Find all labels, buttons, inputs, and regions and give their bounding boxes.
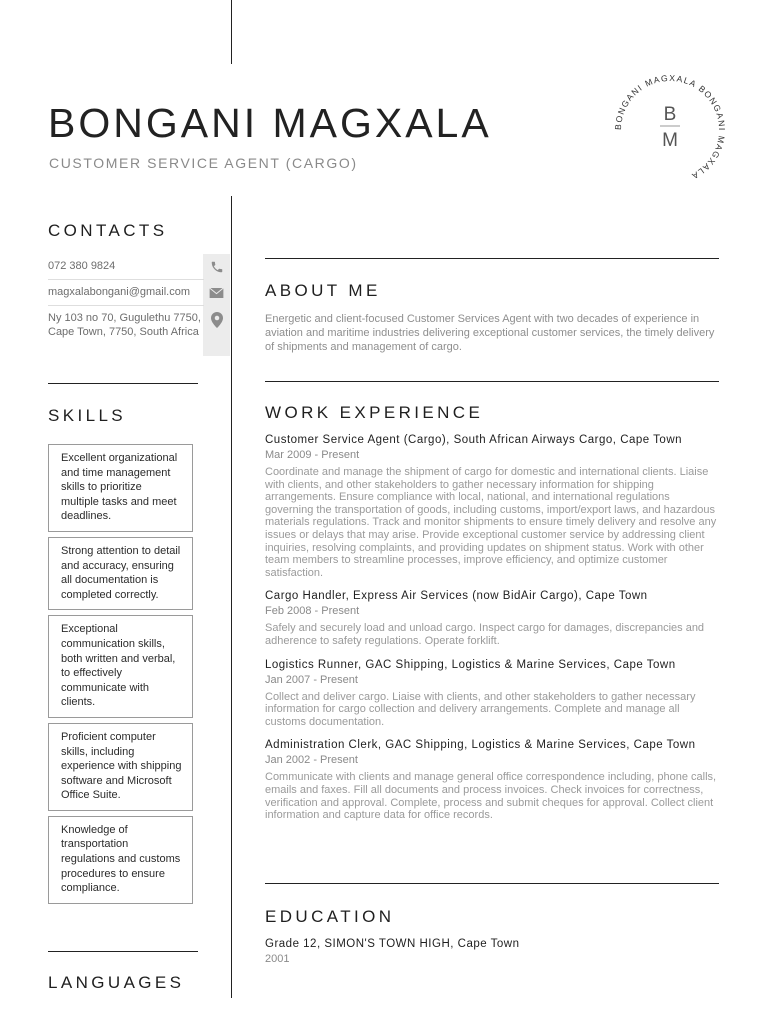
contacts-heading: CONTACTS: [48, 221, 168, 240]
contact-divider: [48, 279, 204, 280]
about-heading: ABOUT ME: [265, 281, 381, 300]
location-pin-icon: [203, 309, 230, 331]
job-description: Safely and securely load and unload cargo. Inspect cargo for damages, discrepancies and adherence to safety regulations. Operate forklift.: [265, 622, 705, 647]
job-entry: [265, 659, 719, 729]
monogram-letter-top: B: [663, 104, 677, 125]
top-divider-line: [231, 0, 232, 64]
job-title: Customer Service Agent (Cargo), South African Airways Cargo, Cape Town: [265, 434, 683, 446]
contact-address: Ny 103 no 70, Gugulethu 7750, Cape Town, 7750, South Africa: [48, 312, 201, 338]
section-divider: [265, 381, 719, 382]
email-icon: [203, 282, 230, 304]
job-description: Coordinate and manage the shipment of cargo for domestic and international clients. Liaise with clients, and other stakeholders to gather necessary information for shipping arrangements. Ensure compliance with local, national, and international regulations governing the transportation of goods, including customs, import/export laws, and hazardous materials regulations. Track and monitor shipments to ensure timely delivery and resolve any issues or delays that may arise. Provide exceptional customer service by addressing client inquiries, resolving complaints, and providing updates on shipment status. Work with other team members to streamline processes, improve efficiency, and optimize customer satisfaction.: [265, 466, 717, 579]
job-date: Jan 2007 - Present: [265, 673, 358, 686]
education-title: Grade 12, SIMON'S TOWN HIGH, Cape Town: [265, 938, 520, 950]
education-entry: [265, 938, 719, 966]
skill-item: Strong attention to detail and accuracy, ensuring all documentation is completed correctly.: [48, 537, 193, 610]
work-experience-list: [265, 434, 719, 833]
sidebar-divider: [48, 951, 198, 952]
job-description: Communicate with clients and manage general office correspondence including, phone calls, emails and faxes. Fill all documents and process invoices. Check invoices for correctness, verification and approval. Complete, process and submit cheques for approval. Collect client information and capture data for office records.: [265, 771, 717, 822]
monogram-letter-bottom: M: [662, 130, 678, 151]
job-date: Jan 2002 - Present: [265, 754, 358, 767]
job-title: Administration Clerk, GAC Shipping, Logistics & Marine Services, Cape Town: [265, 739, 696, 752]
section-divider: [265, 258, 719, 259]
about-text: Energetic and client-focused Customer Services Agent with two decades of experience in aviation and maritime industries delivering exceptional customer services, the timely delivery of shipments and management of cargo.: [265, 313, 715, 353]
candidate-name: BONGANI MAGXALA: [48, 100, 492, 146]
monogram-logo: [608, 68, 732, 192]
skill-item: Knowledge of transportation regulations and customs procedures to ensure compliance.: [48, 816, 193, 904]
education-heading: EDUCATION: [265, 907, 395, 926]
job-entry: [265, 739, 719, 821]
job-date: Mar 2009 - Present: [265, 449, 360, 461]
job-title: Cargo Handler, Express Air Services (now BidAir Cargo), Cape Town: [265, 590, 648, 603]
job-entry: [265, 590, 719, 647]
job-title: CUSTOMER SERVICE AGENT (CARGO): [49, 155, 358, 171]
work-experience-heading: WORK EXPERIENCE: [265, 403, 484, 422]
languages-heading: LANGUAGES: [48, 973, 185, 992]
contact-phone[interactable]: 072 380 9824: [48, 260, 116, 272]
contact-email[interactable]: magxalabongani@gmail.com: [48, 286, 191, 298]
skills-heading: SKILLS: [48, 406, 127, 425]
job-description: Collect and deliver cargo. Liaise with clients, and other stakeholders to gather necessary information for cargo collection and delivery arrangements. Complete and manage all customs documentation.: [265, 690, 696, 728]
column-divider: [231, 196, 232, 998]
contact-divider: [48, 305, 204, 306]
phone-icon: [203, 256, 230, 278]
job-date: Feb 2008 - Present: [265, 605, 360, 618]
skill-item: Excellent organizational and time management skills to prioritize multiple tasks and meet deadlines.: [48, 444, 193, 532]
skills-list: [48, 444, 193, 909]
monogram-ring-text: BONGANI MAGXALA BONGANI MAGXALA: [612, 72, 728, 182]
skill-item: Exceptional communication skills, both written and verbal, to effectively communicate with clients.: [48, 615, 193, 718]
sidebar-divider: [48, 383, 198, 384]
job-entry: [265, 434, 719, 579]
section-divider: [265, 883, 719, 884]
skill-item: Proficient computer skills, including experience with shipping software and Microsoft Office Suite.: [48, 723, 193, 811]
job-title: Logistics Runner, GAC Shipping, Logistics & Marine Services, Cape Town: [265, 658, 676, 671]
education-year: 2001: [265, 953, 290, 965]
